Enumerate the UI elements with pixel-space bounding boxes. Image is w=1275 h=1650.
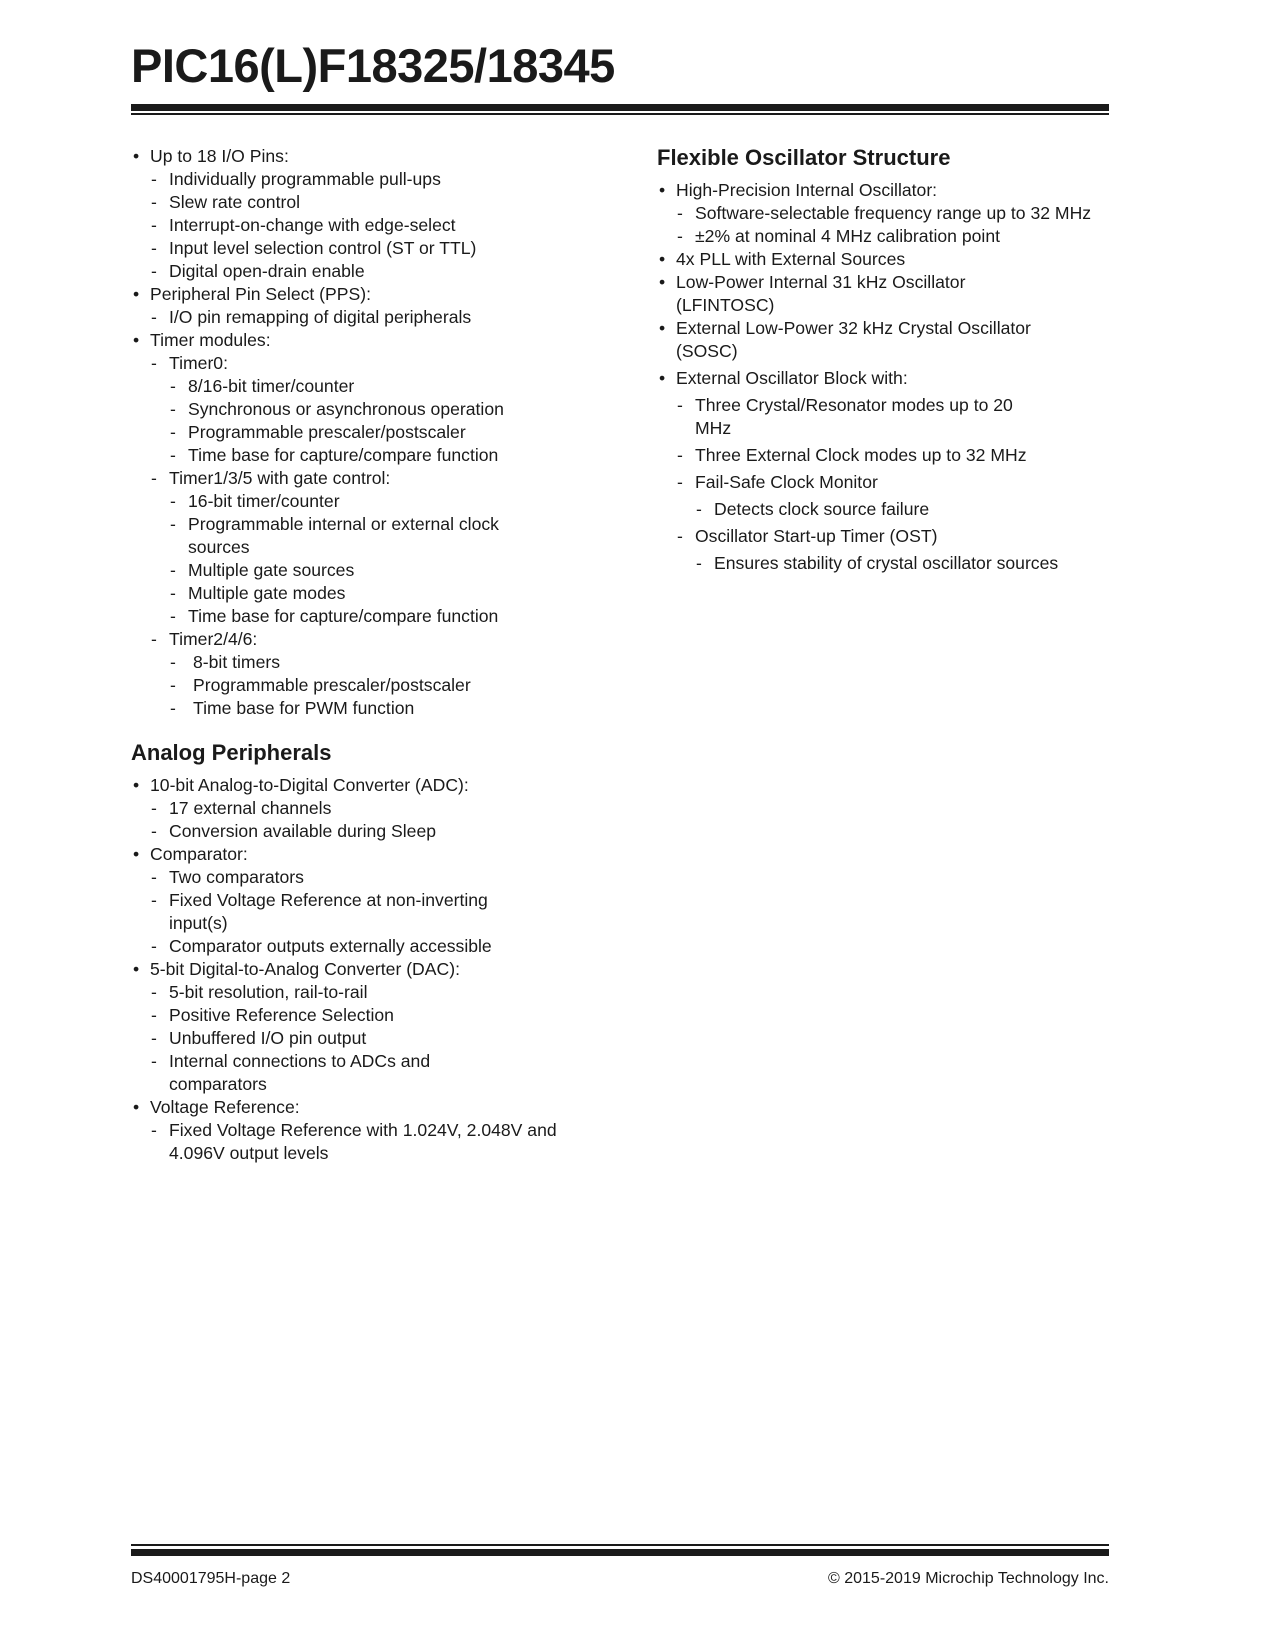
bullet-marker: • (659, 180, 666, 200)
list-item (131, 490, 571, 513)
list-item (657, 444, 1097, 467)
dash-marker: - (151, 867, 157, 887)
list-item (131, 820, 571, 843)
pll-text: 4x PLL with External Sources (676, 249, 906, 269)
bullet-marker: • (659, 318, 666, 338)
dash-marker: - (151, 890, 157, 910)
dash-marker: - (151, 798, 157, 818)
footer-rule-thick (131, 1549, 1109, 1556)
io-pins-item: Input level selection control (ST or TTL) (169, 238, 477, 258)
timer135-item: Time base for capture/compare function (188, 606, 499, 626)
list-item (131, 168, 571, 191)
timer0-item: Synchronous or asynchronous operation (188, 399, 504, 419)
list-item (131, 866, 571, 889)
sosc-text: External Low-Power 32 kHz Crystal Oscillator (SOSC) (676, 318, 1031, 361)
bullet-marker: • (133, 1097, 140, 1117)
dash-marker: - (170, 399, 176, 419)
list-item (657, 394, 1025, 440)
dash-marker: - (151, 169, 157, 189)
timer135-item: Programmable internal or external clock sources (188, 514, 499, 557)
timer0-item: Programmable prescaler/postscaler (188, 422, 466, 442)
pps-item: I/O pin remapping of digital peripherals (169, 307, 472, 327)
footer-page-number: DS40001795H-page 2 (131, 1570, 291, 1587)
list-item-adc (131, 774, 571, 797)
document-title: PIC16(L)F18325/18345 (131, 39, 615, 92)
dash-marker: - (151, 192, 157, 212)
bullet-marker: • (659, 368, 666, 388)
right-column (657, 145, 1097, 575)
timer0-item: Time base for capture/compare function (188, 445, 499, 465)
bullet-marker: • (133, 146, 140, 166)
dash-marker: - (696, 553, 702, 573)
comparator-item: Fixed Voltage Reference at non-inverting input(s) (169, 890, 488, 933)
io-pins-item: Individually programmable pull-ups (169, 169, 441, 189)
vref-item: Fixed Voltage Reference with 1.024V, 2.048V and 4.096V output levels (169, 1120, 557, 1163)
list-item (131, 260, 571, 283)
adc-item: Conversion available during Sleep (169, 821, 437, 841)
list-item (131, 1050, 469, 1096)
list-item-io-pins (131, 145, 571, 168)
dash-marker: - (170, 698, 176, 718)
timers-label: Timer modules: (150, 330, 271, 350)
list-item (131, 191, 571, 214)
timer135-item: Multiple gate sources (188, 560, 355, 580)
ost-sub-text: Ensures stability of crystal oscillator sources (714, 553, 1059, 573)
dash-marker: - (151, 1051, 157, 1071)
timer0-item: 8/16-bit timer/counter (188, 376, 355, 396)
list-item-dac (131, 958, 571, 981)
list-item (131, 674, 571, 697)
list-item (131, 306, 571, 329)
dash-marker: - (151, 238, 157, 258)
dash-marker: - (151, 468, 157, 488)
bullet-marker: • (133, 844, 140, 864)
list-item-comparator (131, 843, 571, 866)
list-item-vref (131, 1096, 571, 1119)
section-heading-analog-peripherals: Analog Peripherals (131, 740, 332, 765)
ext-block-label: External Oscillator Block with: (676, 368, 908, 388)
dash-marker: - (170, 514, 176, 534)
hfint-label: High-Precision Internal Oscillator: (676, 180, 938, 200)
list-item (131, 697, 571, 720)
io-pins-item: Slew rate control (169, 192, 301, 212)
dash-marker: - (151, 821, 157, 841)
list-item-lfint (657, 271, 996, 317)
adc-label: 10-bit Analog-to-Digital Converter (ADC): (150, 775, 469, 795)
vref-label: Voltage Reference: (150, 1097, 300, 1117)
list-item-timer0 (131, 352, 571, 375)
dash-marker: - (151, 1028, 157, 1048)
hfint-item: ±2% at nominal 4 MHz calibration point (695, 226, 1000, 246)
footer-rule-thin (131, 1544, 1109, 1546)
footer-copyright: © 2015-2019 Microchip Technology Inc. (828, 1570, 1109, 1587)
list-item (657, 202, 1095, 225)
dash-marker: - (677, 395, 683, 415)
dash-marker: - (170, 652, 176, 672)
dac-label: 5-bit Digital-to-Analog Converter (DAC): (150, 959, 460, 979)
list-item (131, 981, 571, 1004)
dash-marker: - (170, 376, 176, 396)
io-pins-label: Up to 18 I/O Pins: (150, 146, 289, 166)
timer135-label: Timer1/3/5 with gate control: (169, 468, 391, 488)
timer246-item: Time base for PWM function (193, 698, 415, 718)
dac-item: Unbuffered I/O pin output (169, 1028, 367, 1048)
io-pins-item: Digital open-drain enable (169, 261, 365, 281)
list-item-pll (657, 248, 1097, 271)
list-item (657, 525, 1097, 548)
dash-marker: - (170, 422, 176, 442)
header-rule-thick (131, 104, 1109, 111)
dash-marker: - (170, 560, 176, 580)
dash-marker: - (677, 472, 683, 492)
comparator-item: Comparator outputs externally accessible (169, 936, 492, 956)
list-item (131, 1119, 569, 1165)
clock-modes-text: Three External Clock modes up to 32 MHz (695, 445, 1027, 465)
dash-marker: - (151, 215, 157, 235)
list-item (131, 1004, 571, 1027)
dash-marker: - (677, 526, 683, 546)
dash-marker: - (170, 491, 176, 511)
dash-marker: - (677, 445, 683, 465)
dash-marker: - (151, 1005, 157, 1025)
timer246-label: Timer2/4/6: (169, 629, 258, 649)
dash-marker: - (151, 1120, 157, 1140)
list-item (131, 651, 571, 674)
list-item (131, 559, 571, 582)
dash-marker: - (696, 499, 702, 519)
list-item-pps (131, 283, 571, 306)
list-item (131, 237, 571, 260)
list-item-sosc (657, 317, 1061, 363)
bullet-marker: • (133, 330, 140, 350)
dash-marker: - (151, 936, 157, 956)
comparator-item: Two comparators (169, 867, 304, 887)
list-item-timers (131, 329, 571, 352)
list-item (131, 214, 571, 237)
list-item-hfint (657, 179, 1097, 202)
bullet-marker: • (659, 272, 666, 292)
timer135-item: 16-bit timer/counter (188, 491, 340, 511)
fscm-text: Fail-Safe Clock Monitor (695, 472, 878, 492)
dash-marker: - (677, 226, 683, 246)
list-item (131, 797, 571, 820)
io-pins-item: Interrupt-on-change with edge-select (169, 215, 456, 235)
timer246-item: 8-bit timers (193, 652, 281, 672)
dash-marker: - (170, 583, 176, 603)
list-item (131, 513, 508, 559)
timer135-item: Multiple gate modes (188, 583, 346, 603)
section-heading-flexible-oscillator: Flexible Oscillator Structure (657, 145, 951, 170)
list-item (131, 582, 571, 605)
bullet-marker: • (133, 959, 140, 979)
timer246-item: Programmable prescaler/postscaler (193, 675, 471, 695)
dash-marker: - (151, 982, 157, 1002)
dac-item: 5-bit resolution, rail-to-rail (169, 982, 368, 1002)
dash-marker: - (151, 629, 157, 649)
list-item-timer246 (131, 628, 571, 651)
list-item (657, 498, 1097, 521)
lfint-text: Low-Power Internal 31 kHz Oscillator (LFINTOSC) (676, 272, 966, 315)
list-item (657, 552, 1074, 575)
list-item-timer135 (131, 467, 571, 490)
list-item (131, 398, 571, 421)
list-item (131, 1027, 571, 1050)
dash-marker: - (677, 203, 683, 223)
list-item (131, 889, 499, 935)
list-item (131, 935, 571, 958)
dash-marker: - (151, 307, 157, 327)
dash-marker: - (170, 606, 176, 626)
dash-marker: - (170, 675, 176, 695)
dash-marker: - (151, 261, 157, 281)
ost-text: Oscillator Start-up Timer (OST) (695, 526, 938, 546)
dac-item: Internal connections to ADCs and comparators (169, 1051, 431, 1094)
header-rule-thin (131, 113, 1109, 115)
bullet-marker: • (133, 775, 140, 795)
bullet-marker: • (133, 284, 140, 304)
dash-marker: - (170, 445, 176, 465)
bullet-marker: • (659, 249, 666, 269)
list-item-external-oscillator (657, 367, 1097, 390)
comparator-label: Comparator: (150, 844, 248, 864)
timer0-label: Timer0: (169, 353, 228, 373)
crystal-modes-text: Three Crystal/Resonator modes up to 20 MHz (695, 395, 1013, 438)
adc-item: 17 external channels (169, 798, 332, 818)
dash-marker: - (151, 353, 157, 373)
pps-label: Peripheral Pin Select (PPS): (150, 284, 371, 304)
list-item (131, 375, 571, 398)
list-item (131, 421, 571, 444)
fscm-sub-text: Detects clock source failure (714, 499, 930, 519)
left-column (131, 145, 571, 1165)
list-item (131, 605, 571, 628)
dac-item: Positive Reference Selection (169, 1005, 394, 1025)
list-item (657, 471, 1097, 494)
list-item (131, 444, 571, 467)
hfint-item: Software-selectable frequency range up to 32 MHz (695, 203, 1092, 223)
list-item (657, 225, 1097, 248)
